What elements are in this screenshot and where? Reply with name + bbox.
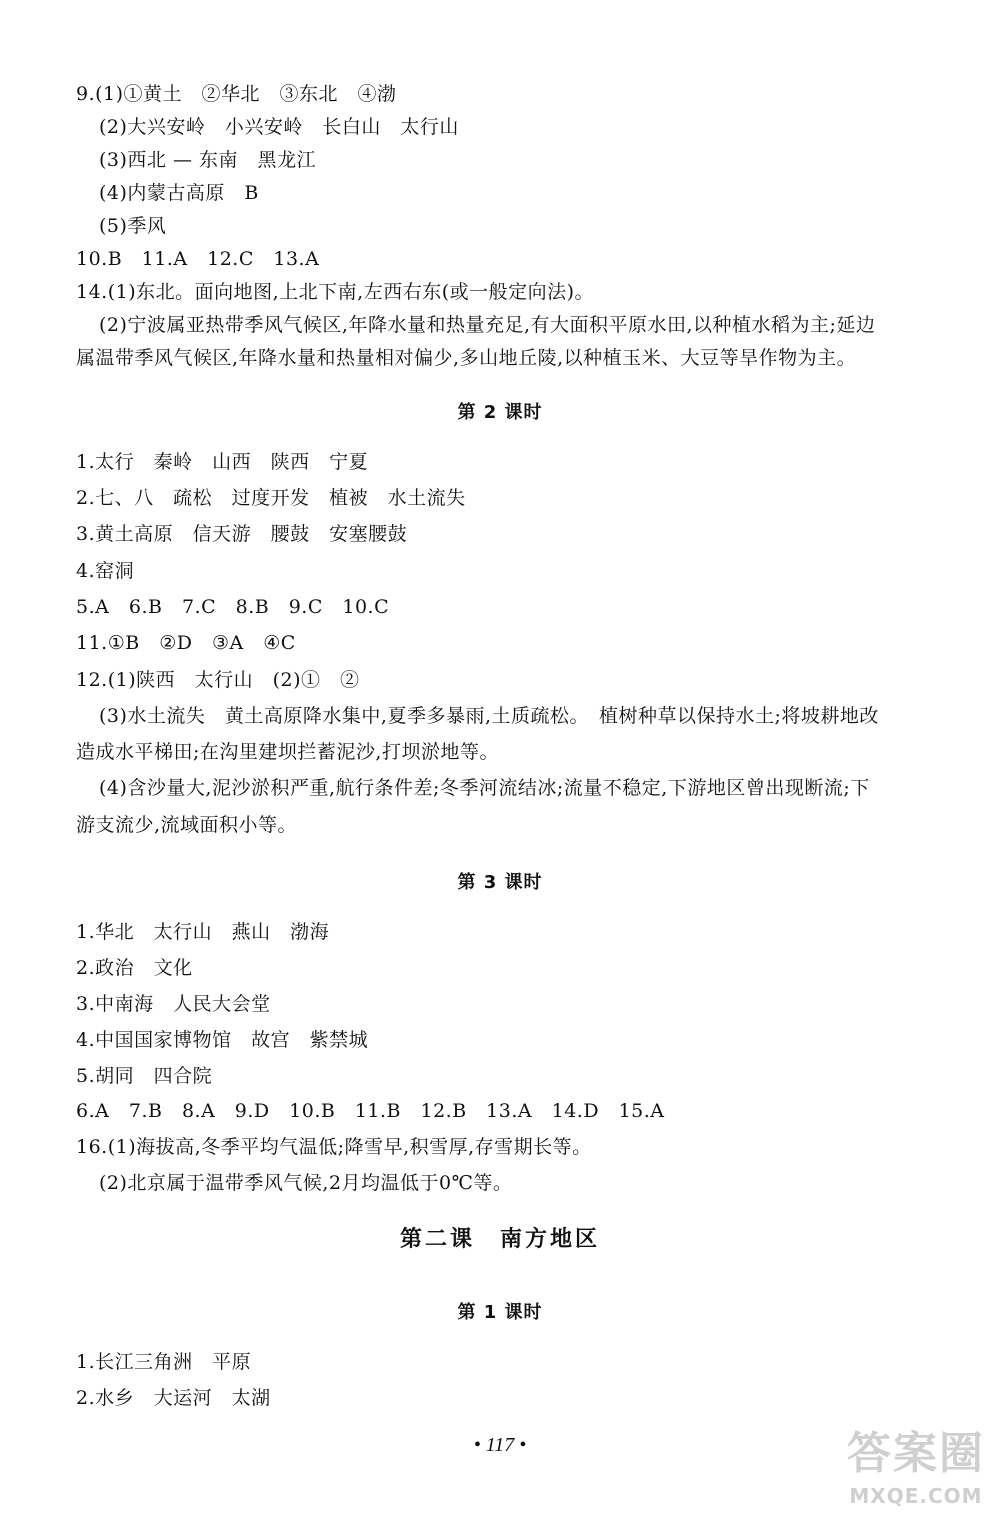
answer-line-10-13: 10.B 11.A 12.C 13.A [76, 248, 320, 270]
watermark-url: MXQE.COM [849, 1484, 983, 1508]
answer-line-9-5: (5)季风 [99, 215, 167, 237]
section-heading-3: 第 3 课时 [457, 872, 543, 893]
answer-line-14-2a: (2)宁波属亚热带季风气候区,年降水量和热量充足,有大面积平原水田,以种植水稻为主;延边 [99, 314, 876, 336]
watermark-title: 答案圈 [847, 1428, 985, 1479]
answer-line-s3-6-15: 6.A 7.B 8.A 9.D 10.B 11.B 12.B 13.A 14.D 15.A [76, 1100, 665, 1122]
lesson-heading-2: 第二课 南方地区 [399, 1227, 600, 1252]
answer-line-s3-4: 4.中国国家博物馆 故宫 紫禁城 [76, 1029, 369, 1051]
answer-line-s3-16-1: 16.(1)海拔高,冬季平均气温低;降雪早,积雪厚,存雪期长等。 [76, 1136, 592, 1158]
answer-line-s3-1: 1.华北 太行山 燕山 渤海 [76, 921, 330, 943]
page-number: • 117 • [473, 1434, 527, 1456]
answer-line-s2-12-3a: (3)水土流失 黄土高原降水集中,夏季多暴雨,土质疏松。 植树种草以保持水土;将坡耕地改 [99, 705, 879, 727]
answer-line-14-1: 14.(1)东北。面向地图,上北下南,左西右东(或一般定向法)。 [76, 281, 595, 303]
answer-line-s2-1: 1.太行 秦岭 山西 陕西 宁夏 [76, 451, 369, 473]
answer-line-s3-3: 3.中南海 人民大会堂 [76, 993, 271, 1015]
answer-line-s2-11: 11.①B ②D ③A ④C [76, 632, 296, 654]
section-heading-2: 第 2 课时 [457, 402, 543, 423]
answer-line-9-3: (3)西北 — 东南 黑龙江 [99, 149, 316, 171]
section-heading-l2-1: 第 1 课时 [457, 1302, 543, 1323]
answer-line-s2-2: 2.七、八 疏松 过度开发 植被 水土流失 [76, 487, 466, 509]
answer-line-s2-5-10: 5.A 6.B 7.C 8.B 9.C 10.C [76, 596, 390, 618]
answer-line-9-4: (4)内蒙古高原 B [99, 182, 259, 204]
answer-line-l2-2: 2.水乡 大运河 太湖 [76, 1387, 271, 1409]
answer-line-s3-16-2: (2)北京属于温带季风气候,2月均温低于0℃等。 [99, 1172, 513, 1194]
answer-line-l2-1: 1.长江三角洲 平原 [76, 1351, 252, 1373]
answer-line-14-2b: 属温带季风气候区,年降水量和热量相对偏少,多山地丘陵,以种植玉米、大豆等旱作物为主。 [76, 347, 857, 369]
answer-line-s2-4: 4.窑洞 [76, 560, 135, 582]
answer-line-s3-2: 2.政治 文化 [76, 957, 193, 979]
watermark-logo [836, 1426, 996, 1516]
answer-line-s2-12-3b: 造成水平梯田;在沟里建坝拦蓄泥沙,打坝淤地等。 [76, 741, 499, 763]
answer-line-9-1: 9.(1)①黄土 ②华北 ③东北 ④渤 [76, 83, 397, 105]
answer-line-s2-3: 3.黄土高原 信天游 腰鼓 安塞腰鼓 [76, 523, 408, 545]
answer-line-s2-12-4b: 游支流少,流域面积小等。 [76, 814, 298, 836]
answer-line-9-2: (2)大兴安岭 小兴安岭 长白山 太行山 [99, 116, 459, 138]
answer-line-s2-12-4a: (4)含沙量大,泥沙淤积严重,航行条件差;冬季河流结冰;流量不稳定,下游地区曾出现断流;下 [99, 777, 870, 799]
answer-line-s2-12-1: 12.(1)陕西 太行山 (2)① ② [76, 669, 360, 691]
answer-line-s3-5: 5.胡同 四合院 [76, 1065, 213, 1087]
